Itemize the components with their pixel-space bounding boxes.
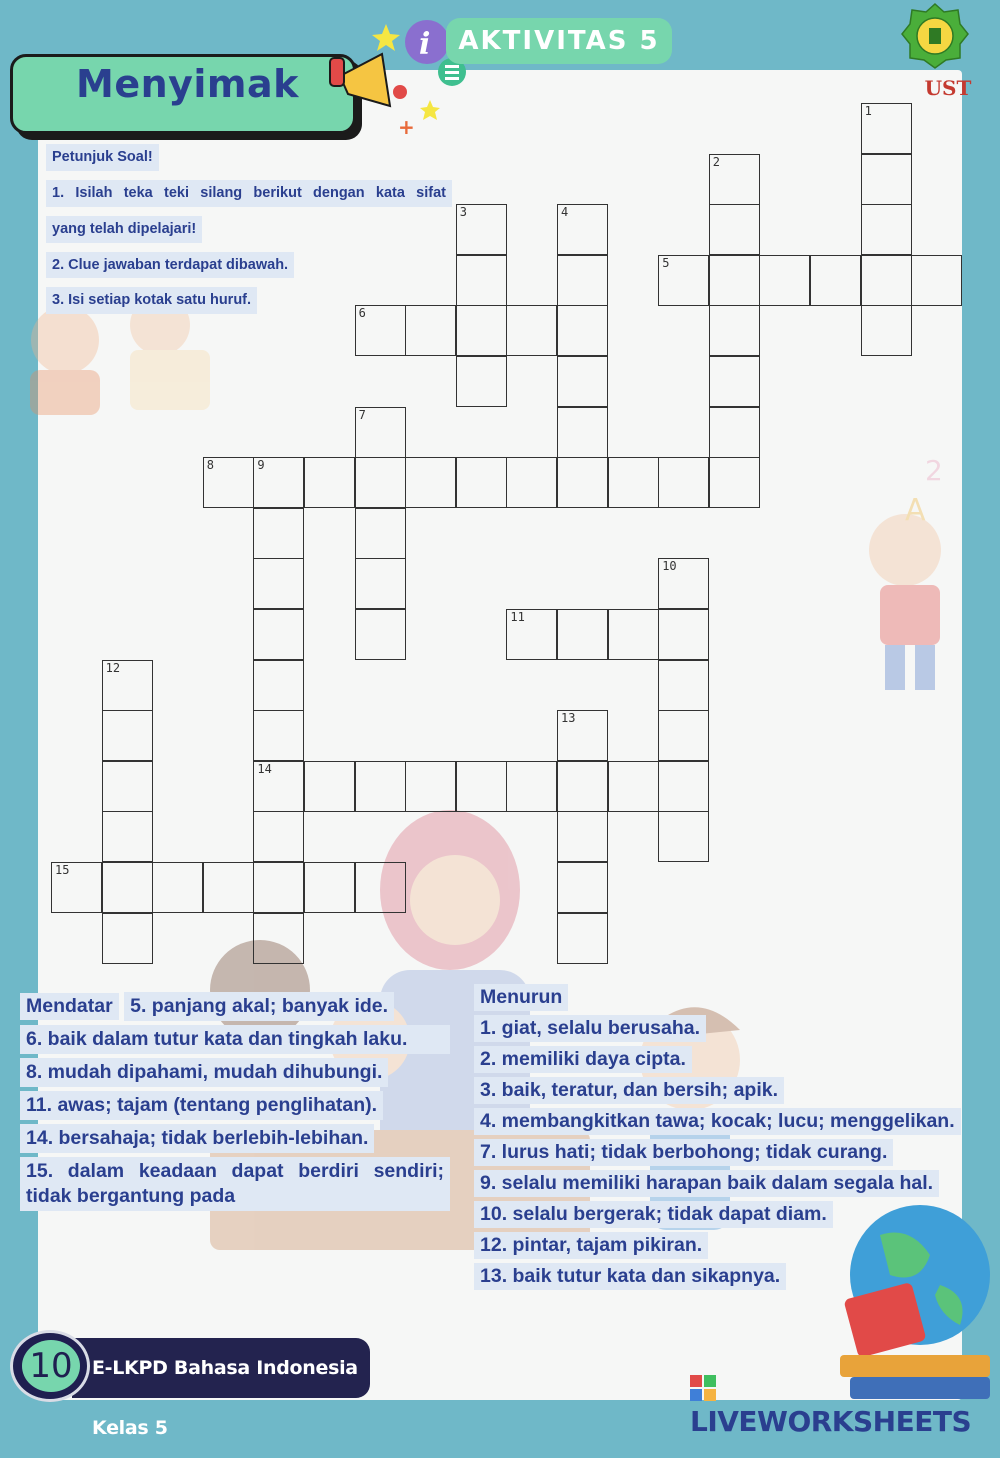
crossword-cell[interactable] xyxy=(253,609,304,660)
crossword-clue-number: 10 xyxy=(662,559,677,574)
crossword-cell[interactable] xyxy=(557,356,608,407)
crossword-cell[interactable] xyxy=(709,255,760,306)
crossword-cell[interactable] xyxy=(557,811,608,862)
svg-text:+: + xyxy=(398,115,415,139)
svg-text:2: 2 xyxy=(925,454,943,487)
crossword-cell[interactable] xyxy=(355,457,406,508)
instruction-line: 1. Isilah teka teki silang berikut dengan kata sifat xyxy=(46,180,452,207)
crossword-cell[interactable] xyxy=(709,204,760,255)
crossword-cell[interactable] xyxy=(253,508,304,559)
crossword-cell[interactable] xyxy=(658,457,709,508)
instruction-line: 3. Isi setiap kotak satu huruf. xyxy=(46,287,257,314)
crossword-clue-number: 11 xyxy=(510,610,525,624)
clue-item: 13. baik tutur kata dan sikapnya. xyxy=(474,1263,786,1290)
instruction-line: 2. Clue jawaban terdapat dibawah. xyxy=(46,252,294,279)
crossword-cell[interactable] xyxy=(456,356,507,407)
crossword-cell[interactable] xyxy=(557,913,608,964)
crossword-cell[interactable] xyxy=(355,862,406,913)
crossword-cell[interactable] xyxy=(506,305,557,356)
activity-label: AKTIVITAS 5 xyxy=(446,18,672,64)
crossword-clue-number: 13 xyxy=(561,711,576,726)
crossword-cell[interactable] xyxy=(203,862,254,913)
crossword-clue-number: 4 xyxy=(561,205,569,220)
crossword-clue-number: 8 xyxy=(206,458,215,473)
clue-item: 12. pintar, tajam pikiran. xyxy=(474,1232,708,1259)
clue-item: 9. selalu memiliki harapan baik dalam segala hal. xyxy=(474,1170,939,1197)
crossword-cell[interactable] xyxy=(102,913,153,964)
crossword-cell[interactable] xyxy=(557,862,608,913)
clue-item: 6. baik dalam tutur kata dan tingkah laku. xyxy=(20,1025,450,1054)
crossword-cell[interactable] xyxy=(253,660,304,711)
clue-item: 4. membangkitkan tawa; kocak; lucu; menggelikan. xyxy=(474,1108,961,1135)
crossword-cell[interactable] xyxy=(304,457,355,508)
clue-item: 1. giat, selalu berusaha. xyxy=(474,1015,706,1042)
crossword-cell[interactable] xyxy=(152,862,203,913)
crossword-cell[interactable] xyxy=(102,710,153,761)
crossword-cell[interactable] xyxy=(253,710,304,761)
crossword-cell[interactable] xyxy=(608,457,659,508)
crossword-cell[interactable] xyxy=(658,811,709,862)
crossword-clue-number: 9 xyxy=(257,458,265,473)
crossword-cell[interactable] xyxy=(355,508,406,559)
crossword-cell[interactable] xyxy=(253,558,304,609)
mendatar-clues xyxy=(20,992,450,1215)
crossword-cell[interactable] xyxy=(709,305,760,356)
crossword-clue-number: 5 xyxy=(662,255,670,270)
clue-item: 11. awas; tajam (tentang penglihatan). xyxy=(20,1091,383,1120)
svg-text:i: i xyxy=(419,27,431,62)
crossword-cell[interactable] xyxy=(102,811,153,862)
crossword-clue-number: 12 xyxy=(105,660,121,675)
clue-item: 7. lurus hati; tidak berbohong; tidak curang. xyxy=(474,1139,893,1166)
crossword-cell[interactable] xyxy=(557,609,608,660)
crossword-cell[interactable] xyxy=(861,204,912,255)
crossword-cell[interactable] xyxy=(253,811,304,862)
crossword-cell[interactable] xyxy=(304,761,355,812)
crossword-cell[interactable] xyxy=(355,761,406,812)
crossword-cell[interactable] xyxy=(759,255,810,306)
crossword-cell[interactable] xyxy=(709,457,760,508)
crossword-cell[interactable] xyxy=(405,457,456,508)
crossword-cell[interactable] xyxy=(355,558,406,609)
crossword-cell[interactable] xyxy=(557,407,608,458)
crossword-clue-number: 6 xyxy=(358,306,366,321)
clue-item: 15. dalam keadaan dapat berdiri sendiri; tidak bergantung pada xyxy=(20,1157,450,1211)
crossword-cell[interactable] xyxy=(456,761,507,812)
liveworksheets-brand[interactable] xyxy=(690,1372,990,1438)
crossword-cell[interactable] xyxy=(253,862,304,913)
page-title: Menyimak xyxy=(76,62,299,106)
crossword-cell[interactable] xyxy=(861,255,912,306)
brand-text: LIVEWORKSHEETS xyxy=(690,1405,972,1438)
crossword-cell[interactable] xyxy=(861,305,912,356)
crossword-cell[interactable] xyxy=(304,862,355,913)
crossword-cell[interactable] xyxy=(557,255,608,306)
crossword-cell[interactable] xyxy=(709,356,760,407)
clue-item: 10. selalu bergerak; tidak dapat diam. xyxy=(474,1201,833,1228)
crossword-cell[interactable] xyxy=(405,761,456,812)
crossword-clue-number: 15 xyxy=(55,863,70,877)
crossword-cell[interactable] xyxy=(861,154,912,205)
running-boy-illustration xyxy=(845,450,985,695)
crossword-cell[interactable] xyxy=(810,255,861,306)
crossword-clue-number: 7 xyxy=(358,407,366,422)
mendatar-heading: Mendatar xyxy=(20,993,119,1020)
crossword-clue-number: 3 xyxy=(459,205,468,220)
crossword-cell[interactable] xyxy=(608,609,659,660)
clue-item: 5. panjang akal; banyak ide. xyxy=(124,992,394,1021)
crossword-cell[interactable] xyxy=(658,761,709,812)
clue-item: 3. baik, teratur, dan bersih; apik. xyxy=(474,1077,784,1104)
crossword-clue-number: 2 xyxy=(712,154,721,169)
crossword-cell[interactable] xyxy=(658,710,709,761)
instructions-box xyxy=(46,144,452,323)
crossword-cell[interactable] xyxy=(557,457,608,508)
svg-text:A: A xyxy=(905,493,926,528)
crossword-clue-number: 14 xyxy=(257,761,272,776)
clue-item: 2. memiliki daya cipta. xyxy=(474,1046,692,1073)
crossword-cell[interactable] xyxy=(355,609,406,660)
menurun-heading: Menurun xyxy=(474,984,568,1011)
crossword-cell[interactable] xyxy=(456,457,507,508)
crossword-cell[interactable] xyxy=(608,761,659,812)
crossword-cell[interactable] xyxy=(405,305,456,356)
instruction-line: yang telah dipelajari! xyxy=(46,216,202,243)
crossword-cell[interactable] xyxy=(506,457,557,508)
clue-item: 8. mudah dipahami, mudah dihubungi. xyxy=(20,1058,388,1087)
crossword-cell[interactable] xyxy=(253,913,304,964)
instruction-heading: Petunjuk Soal! xyxy=(46,144,159,171)
liveworksheets-logo-icon xyxy=(690,1375,716,1401)
crossword-cell[interactable] xyxy=(658,660,709,711)
crossword-cell[interactable] xyxy=(456,255,507,306)
crossword-clue-number: 1 xyxy=(864,104,872,118)
book-title-banner: E-LKPD Bahasa Indonesia Kelas 5 xyxy=(72,1338,370,1398)
crossword-cell[interactable] xyxy=(709,407,760,458)
crossword-cell[interactable] xyxy=(911,255,962,306)
crossword-cell[interactable] xyxy=(658,609,709,660)
crossword-cell[interactable] xyxy=(102,761,153,812)
crossword-cell[interactable] xyxy=(506,761,557,812)
crossword-cell[interactable] xyxy=(456,305,507,356)
clue-item: 14. bersahaja; tidak berlebih-lebihan. xyxy=(20,1124,374,1153)
crossword-cell[interactable] xyxy=(102,862,153,913)
page-number: 10 xyxy=(22,1340,80,1392)
school-logo-text: UST xyxy=(924,76,972,100)
crossword-cell[interactable] xyxy=(557,761,608,812)
menurun-clues xyxy=(474,984,994,1294)
crossword-cell[interactable] xyxy=(557,305,608,356)
